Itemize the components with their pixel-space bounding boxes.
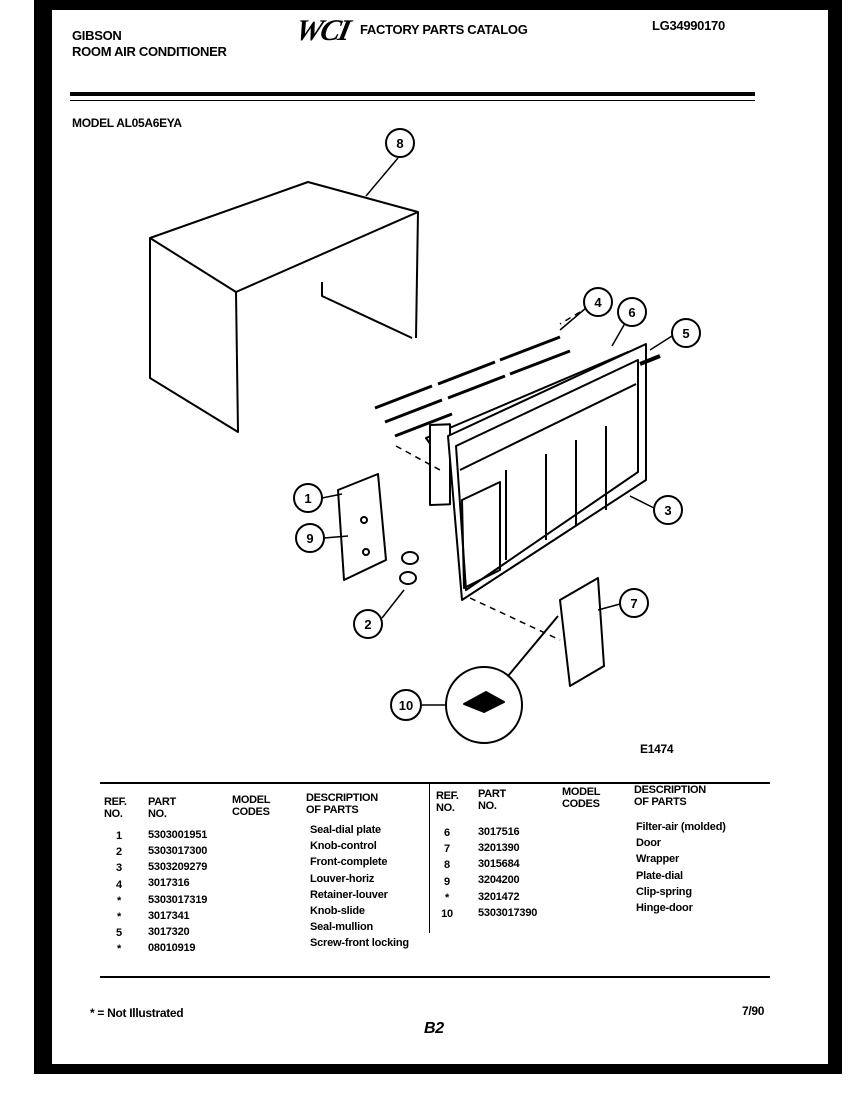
right-row-ref-no: 10 (441, 908, 453, 920)
not-illustrated-note: * = Not Illustrated (90, 1006, 184, 1020)
right-row-part-no: 3201390 (478, 841, 520, 854)
header-description-right: DESCRIPTION OF PARTS (634, 784, 706, 808)
left-row-description: Seal-dial plate (310, 823, 381, 836)
table-center-divider (429, 783, 430, 933)
header-ref-no-right: REF. NO. (436, 790, 459, 814)
right-row-ref-no: 9 (444, 875, 450, 888)
left-row-ref-no: 4 (116, 878, 122, 891)
left-row-part-no: 3017320 (148, 926, 190, 938)
header-model-codes-right: MODEL CODES (562, 786, 601, 810)
left-row-description: Screw-front locking (310, 937, 409, 950)
callout-4: 4 (594, 295, 602, 310)
figure-code: E1474 (640, 742, 674, 756)
brand-name: GIBSON (72, 28, 122, 43)
right-row-ref-no: 6 (444, 827, 450, 839)
catalog-date: 7/90 (742, 1004, 765, 1018)
right-row-part-no: 3204200 (478, 874, 520, 887)
callout-6: 6 (628, 305, 636, 320)
left-row-ref-no: 5 (116, 927, 122, 940)
right-row-ref-no: 8 (444, 859, 450, 872)
right-row-description: Wrapper (636, 853, 680, 866)
right-row-description: Filter-air (molded) (636, 821, 726, 833)
product-name: ROOM AIR CONDITIONER (72, 44, 227, 59)
left-row-part-no: 5303017300 (148, 845, 208, 857)
wci-logo: WCI (292, 14, 352, 47)
left-row-ref-no: 1 (116, 830, 122, 842)
left-row-part-no: 5303001951 (148, 828, 208, 841)
left-row-ref-no: * (116, 943, 122, 956)
dial-plate-drawing (338, 474, 386, 580)
header-ref-no-left: REF. NO. (104, 796, 127, 820)
header-part-no-right: PART NO. (478, 788, 506, 812)
right-row-description: Hinge-door (636, 902, 693, 914)
left-row-part-no: 08010919 (148, 942, 196, 955)
catalog-code: LG34990170 (652, 18, 725, 33)
left-row-ref-no: * (116, 911, 122, 923)
left-row-description: Retainer-louver (310, 888, 388, 901)
front-panel-drawing (448, 344, 660, 600)
left-row-part-no: 5303209279 (148, 861, 208, 874)
callout-3: 3 (664, 503, 672, 518)
right-row-part-no: 3201472 (478, 890, 520, 903)
header-description-left: DESCRIPTION OF PARTS (306, 792, 378, 816)
callout-5: 5 (682, 326, 690, 341)
left-row-description: Seal-mullion (310, 921, 373, 934)
right-row-description: Door (636, 837, 661, 850)
model-label: MODEL AL05A6EYA (72, 116, 182, 130)
wrapper-drawing (150, 182, 418, 432)
header-model-codes-left: MODEL CODES (232, 794, 271, 818)
callout-8: 8 (396, 136, 404, 151)
left-row-description: Louver-horiz (310, 872, 375, 885)
right-row-ref-no: * (444, 891, 450, 904)
left-row-description: Knob-control (310, 840, 377, 853)
callout-10: 10 (398, 698, 414, 713)
callout-9: 9 (306, 531, 314, 546)
left-row-part-no: 5303017319 (148, 893, 208, 906)
left-row-description: Knob-slide (310, 904, 365, 917)
knobs-drawing (400, 552, 418, 584)
left-row-ref-no: 2 (116, 846, 122, 859)
hinge-detail-drawing (446, 616, 558, 743)
table-bottom-rule (100, 976, 770, 978)
right-row-part-no: 3017516 (478, 825, 520, 838)
left-row-description: Front-complete (310, 856, 388, 869)
right-row-ref-no: 7 (444, 843, 450, 856)
page-number: B2 (424, 1020, 444, 1037)
header-part-no-left: PART NO. (148, 796, 176, 820)
right-row-description: Clip-spring (636, 885, 692, 898)
left-row-part-no: 3017316 (148, 877, 190, 890)
callout-2: 2 (364, 617, 372, 632)
right-row-part-no: 5303017390 (478, 906, 538, 919)
door-drawing (560, 578, 604, 686)
callout-1: 1 (304, 491, 312, 506)
left-row-part-no: 3017341 (148, 909, 190, 922)
right-row-description: Plate-dial (636, 869, 683, 882)
catalog-title: FACTORY PARTS CATALOG (360, 22, 528, 37)
left-row-ref-no: 3 (116, 862, 122, 875)
right-row-part-no: 3015684 (478, 858, 520, 871)
callout-7: 7 (630, 596, 638, 611)
left-row-ref-no: * (116, 894, 122, 907)
